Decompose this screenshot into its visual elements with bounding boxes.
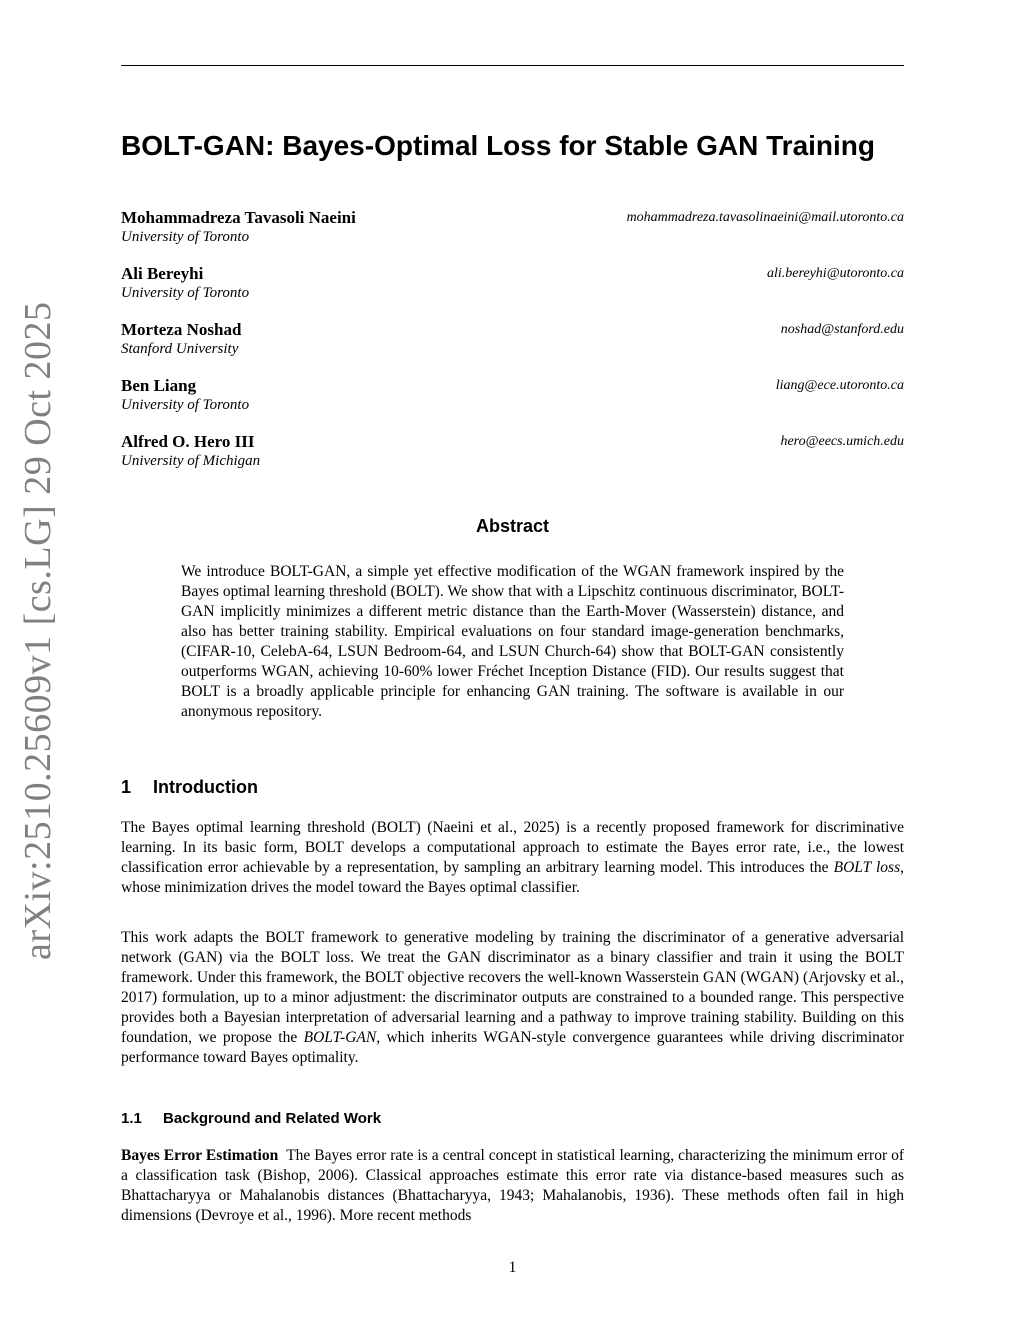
paragraph-run-in-heading: Bayes Error Estimation bbox=[121, 1147, 279, 1164]
abstract-heading: Abstract bbox=[475, 516, 550, 536]
subsection-number: 1.1 bbox=[121, 1110, 142, 1127]
author-email: hero@eecs.umich.edu bbox=[780, 434, 904, 449]
paragraph-text: , which inherits WGAN-style convergence guarantees while driving discriminator performance toward Bayes optimality. bbox=[121, 1029, 904, 1066]
paragraph-text: The Bayes error rate is a central concept in statistical learning, characterizing the minimum error of a classification task (Bishop, 2006). Classical approaches estimate this error rate via distance-based measures such as Bhattacharyya or Mahalanobis distances (Bhattacharyya, 1943; Mahalanobis, 1936). These methods often fail in high dimensions (Devroye et al., 1996). More recent methods bbox=[121, 1147, 904, 1224]
arxiv-identifier-stamp: arXiv:2510.25609v1 [cs.LG] 29 Oct 2025 bbox=[17, 301, 59, 960]
abstract-text: We introduce BOLT-GAN, a simple yet effective modification of the WGAN framework inspired by the Bayes optimal learning threshold (BOLT). We show that with a Lipschitz continuous discriminator, BOLT-GAN implicitly minimizes a different metric distance than the Earth-Mover (Wasserstein) distance, and also has better training stability. Empirical evaluations on four standard image-generation benchmarks, (CIFAR-10, CelebA-64, LSUN Bedroom-64, and LSUN Church-64) show that BOLT-GAN consistently outperforms WGAN, achieving 10-60% lower Fréchet Inception Distance (FID). Our results suggest that BOLT is a broadly applicable principle for enhancing GAN training. The software is available in our anonymous repository. bbox=[181, 563, 844, 720]
author-email: noshad@stanford.edu bbox=[780, 322, 904, 337]
subsection-title: Background and Related Work bbox=[163, 1110, 382, 1127]
paragraph-text: This work adapts the BOLT framework to generative modeling by training the discriminator of a generative adversarial network (GAN) via the BOLT loss. We treat the GAN discriminator as a binary classifier and train it using the BOLT framework. Under this framework, the BOLT objective recovers the well-known Wasserstein GAN (WGAN) (Arjovsky et al., 2017) formulation, up to a minor adjustment: the discriminator outputs are constrained to a bounded range. This perspective provides both a Bayesian interpretation of adversarial learning and a pathway to improve training stability. Building on this foundation, we propose the bbox=[121, 929, 904, 1046]
body-paragraph bbox=[121, 818, 904, 898]
author-block bbox=[121, 208, 904, 248]
section-title: Introduction bbox=[153, 777, 258, 797]
author-affiliation: University of Michigan bbox=[121, 453, 261, 469]
author-name: Morteza Noshad bbox=[121, 320, 242, 339]
subsection-heading bbox=[121, 1109, 381, 1129]
author-name: Ali Bereyhi bbox=[121, 264, 204, 283]
header-rule bbox=[121, 65, 904, 66]
author-name: Alfred O. Hero III bbox=[121, 432, 255, 451]
section-heading bbox=[121, 775, 258, 799]
emphasized-term: BOLT loss bbox=[833, 859, 901, 876]
author-email: mohammadreza.tavasolinaeini@mail.utoronto.ca bbox=[626, 210, 904, 225]
author-affiliation: University of Toronto bbox=[121, 397, 250, 413]
author-affiliation: University of Toronto bbox=[121, 285, 250, 301]
body-paragraph bbox=[121, 1146, 904, 1226]
author-email: ali.bereyhi@utoronto.ca bbox=[766, 266, 904, 281]
author-block bbox=[121, 432, 904, 472]
author-name: Mohammadreza Tavasoli Naeini bbox=[121, 208, 356, 227]
author-block bbox=[121, 264, 904, 304]
emphasized-term: BOLT-GAN bbox=[303, 1029, 377, 1046]
author-block bbox=[121, 376, 904, 416]
author-name: Ben Liang bbox=[121, 376, 197, 395]
section-number: 1 bbox=[121, 777, 132, 797]
paragraph-text: , whose minimization drives the model toward the Bayes optimal classifier. bbox=[121, 859, 904, 896]
author-block bbox=[121, 320, 904, 360]
author-affiliation: Stanford University bbox=[121, 341, 239, 357]
author-email: liang@ece.utoronto.ca bbox=[775, 378, 904, 393]
paragraph-text: The Bayes optimal learning threshold (BOLT) (Naeini et al., 2025) is a recently proposed framework for discriminative learning. In its basic form, BOLT develops a computational approach to estimate the Bayes error rate, i.e., the lowest classification error achievable by a representation, by sampling an arbitrary learning model. This introduces the bbox=[121, 819, 904, 876]
page-number: 1 bbox=[508, 1259, 517, 1276]
body-paragraph bbox=[121, 928, 904, 1068]
paper-title: BOLT-GAN: Bayes-Optimal Loss for Stable GAN Training bbox=[121, 130, 876, 161]
author-affiliation: University of Toronto bbox=[121, 229, 250, 245]
